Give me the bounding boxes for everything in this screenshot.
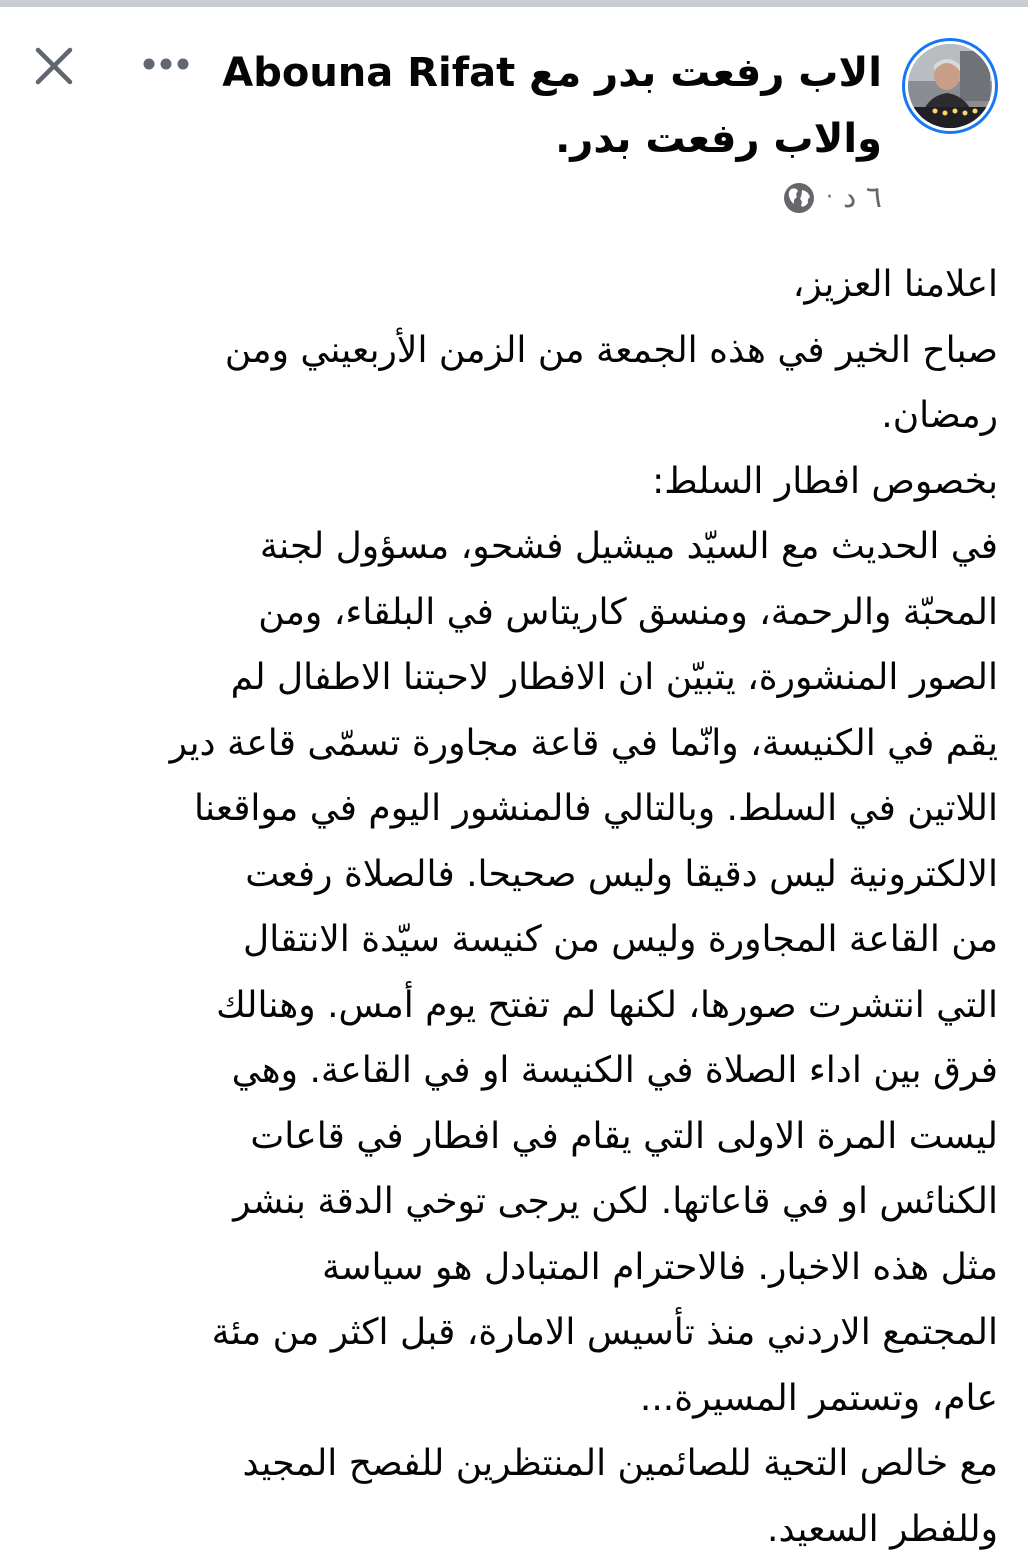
globe-icon[interactable] [782, 181, 816, 215]
post-line: الصور المنشورة، يتبيّن ان الافطار لاحبتنا الاطفال لم [28, 645, 998, 711]
post-line: اعلامنا العزيز، [28, 252, 998, 318]
top-divider [0, 0, 1028, 7]
post-text [28, 252, 998, 1562]
post-line: صباح الخير في هذه الجمعة من الزمن الأربعيني ومن [28, 318, 998, 384]
post-line: الالكترونية ليس دقيقا وليس صحيحا. فالصلاة رفعت [28, 842, 998, 908]
close-button[interactable] [30, 42, 78, 90]
post-line: من القاعة المجاورة وليس من كنيسة سيّدة الانتقال [28, 907, 998, 973]
post-line: في الحديث مع السيّد ميشيل فشحو، مسؤول لجنة [28, 514, 998, 580]
post-line: اللاتين في السلط. وبالتالي فالمنشور اليوم في مواقعنا [28, 776, 998, 842]
close-icon [32, 44, 76, 88]
post-line: فرق بين اداء الصلاة في الكنيسة او في القاعة. وهي [28, 1038, 998, 1104]
post-line: التي انتشرت صورها، لكنها لم تفتح يوم أمس. وهنالك [28, 973, 998, 1039]
post-header [202, 40, 882, 218]
post-line: الكنائس او في قاعاتها. لكن يرجى توخي الدقة بنشر [28, 1169, 998, 1235]
post-line: عام، وتستمر المسيرة... [28, 1366, 998, 1432]
post-line: بخصوص افطار السلط: [28, 449, 998, 515]
author-name[interactable]: الاب رفعت بدر مع Abouna Rifat [202, 40, 882, 106]
author-name-continued[interactable]: والاب رفعت بدر. [202, 106, 882, 172]
more-options-button[interactable] [138, 44, 194, 84]
post-line: ليست المرة الاولى التي يقام في افطار في قاعات [28, 1104, 998, 1170]
post-line: المحبّة والرحمة، ومنسق كاريتاس في البلقاء، ومن [28, 580, 998, 646]
meta-separator: · [826, 178, 833, 218]
post-line: يقم في الكنيسة، وانّما في قاعة مجاورة تسمّى قاعة دير [28, 711, 998, 777]
post-line: المجتمع الاردني منذ تأسيس الامارة، قبل اكثر من مئة [28, 1300, 998, 1366]
post-line: مثل هذه الاخبار. فالاحترام المتبادل هو سياسة [28, 1235, 998, 1301]
author-avatar[interactable] [902, 38, 998, 134]
post-line: رمضان. [28, 383, 998, 449]
avatar-photo [905, 41, 995, 131]
post-timestamp[interactable]: ٦ د [843, 178, 882, 218]
post-meta [202, 178, 882, 218]
post-line: مع خالص التحية للصائمين المنتظرين للفصح المجيد [28, 1431, 998, 1497]
post-line: وللفطر السعيد. [28, 1497, 998, 1562]
more-options-icon [141, 57, 191, 71]
